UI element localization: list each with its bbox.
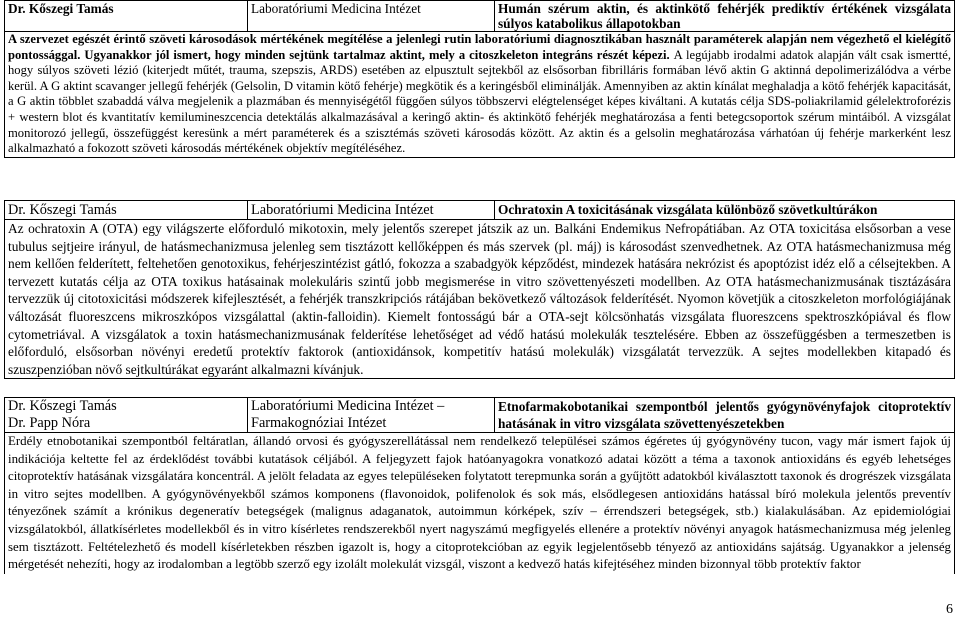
author-names [5,398,248,433]
abstract-text [4,32,955,158]
institute-name: Laboratóriumi Medicina Intézet – [251,398,445,414]
entry-header [4,200,955,220]
entry-title: Humán szérum aktin, és aktinkötő fehérjék prediktív értékének vizsgálata súlyos katabolikus állapotokban [495,1,955,32]
author-name-2: Dr. Papp Nóra [8,415,91,431]
author-name: Dr. Kőszegi Tamás [5,201,248,220]
abstract-rest-part: A legújabb irodalmi adatok alapján vált csak ismertté, hogy súlyos szöveti lézió (kiterjedt műtét, trauma, szepszis, ARDS) esetében az elpusztult sejtekből az elsősorban fibrilláris formában lévő aktin G aktinná depolimerizálódva a vérbe kerül. A G aktint scavanger jellegű fehérjék (Gelsolin, D vitamin kötő fehérje) megkötik és a keringésből eliminálják. Amennyiben az aktin kínálat meghaladja a kötő fehérjék kapacitását, a G aktin többlet szabaddá válva megjelenik a plazmában és mennyiségétől függően súlyos többszervi elégtelenséget képes kiváltani. A kutatás célja SDS-poliakrilamid gélelektroforézis + western blot és kvantitatív kemilumineszcencia detektálás alkalmazásával a keringő aktin- és aktinkötő fehérjék meghatározása a fenti betegcsoportok szérum mintáiból. A vizsgálat monitorozó jellegű, összefüggést keresünk a mért paraméterek és a szisztémás szöveti károsodás között. Az aktin és a gelsolin meghatározása várhatóan új fehérje markerként lesz alkalmazható a fokozott szöveti károsodás mértékének objektív megítéléséhez. [8,47,951,156]
abstract-bold-part: A szervezet egészét érintő szöveti károsodások mértékének megítélése a jelenlegi rutin laboratóriumi diagnosztikában használt paraméterek alapján nem végezhető el kielégítő pontossággal. Ugyanakkor jól ismert, hogy minden sejtünk tartalmaz aktint, mely a citoszkeleton integráns részét képezi. [8,32,951,62]
abstract-entry-2 [4,200,955,379]
institute-name: Laboratóriumi Medicina Intézet [248,201,495,220]
entry-header [4,397,955,433]
institute-name: Laboratóriumi Medicina Intézet [248,1,495,32]
abstract-text: Az ochratoxin A (OTA) egy világszerte előforduló mikotoxin, mely jelentős szerepet játszik az un. Balkáni Endemikus Nefropátiában. Az OTA toxicitása elsősorban a vese tubulus sejtjeire irányul, de hatásmechanizmusa jelenleg sem tisztázott kellőképpen és más szervek (pl. máj) is károsodást szenvedhetnek. Az OTA hatásmechanizmusa még nem kellően felderített, feltehetően genotoxikus, fehérjeszintézist gátló, fokozza a szabadgyök képződést, mindezek hatására nekrózist és apoptózist idéz elő a célsejtekben. A tervezett kutatás célja az OTA toxikus hatásainak molekuláris szintű jobb megismerése in vitro szövettenyészeti modellben. Az OTA hatásmechanizmusának tisztázására tervezzük új citotoxicitási módszerek kifejlesztését, a fehérjék transzkripciós rátájában bekövetkező változások felderítését. Nyomon követjük a citoszkeleton morfológiájának változását fluoreszcens mikroszkópos vizsgálattal (aktin-falloidin). Kiemelt fontosságú bár a OTA-sejt kölcsönhatás vizsgálata fluoreszcens spektroszkópiával és flow cytometriával. A vizsgálatok a toxin hatásmechanizmusának felderítése lehetőséget ad védő hatású molekulák tesztelésére. Ebben az összefüggésben a termeszetben is előforduló, elsősorban növényi eredetű protektív faktorok (antioxidánsok, kompetitív hatású molekulák) vizsgálatát tervezzük. A sejtes modellekben kitapadó és szuszpenzióban növő sejtkultúrákat egyaránt alkalmazni kívánjuk. [4,220,955,379]
abstract-entry-1 [4,0,955,158]
abstract-text: Erdély etnobotanikai szempontból feltáratlan, állandó orvosi és gyógyszerellátással nem rendelkező települései számos égéretes új gyógynövény tucon, vagy már ismert fajok új indikációja keltette fel az érdeklődést további kutatások céljából. A feljegyzett fajok hatóanyagokra vonatkozó adatai között a téma a taxonok antioxidáns és egyéb lehetséges citoprotektív hatásának vizsgálatára koncentrál. A jelölt feladata az egyes településeken folytatott terepmunka során a gyűjtött adatokból kiválasztott taxonok és drogrészek vizsgálata in vitro sejtes modellben. A gyógynövényekből számos komponens (flavonoidok, polifenolok és sok más, elsődlegesen antioxidáns hatással bíró molekula jelentős preventív tényezőnek számít a krónikus degeneratív betegségek (malignus adaganatok, autoimmun kórképek, szív – érrendszeri betegségek, stb.) kialakulásában. Az epidemiológiai vizsgálatokból, állatkísérletes modellekből és in vitro kísérletes rendszerekből nyert nagyszámú megfigyelés ellenére a protektív növényi anyagok hatásmechanizmusa még jelenleg sem tisztázott. Feltételezhető és modell kísérletekben részben igazolt is, hogy a citoprotekcióban az egyik legjelentősebb tényező az antioxidáns sajátság. Ugyanakkor a jelenség mérgetését nehezíti, hogy az irodalomban a legtöbb szerző egy izolált molekulát vizsgál, viszont a kedvező hatás kifejtéséhez minden bizonnyal több protektív faktor [4,433,955,574]
entry-title: Ochratoxin A toxicitásának vizsgálata különböző szövetkultúrákon [495,201,955,220]
author-name: Dr. Kőszegi Tamás [8,398,117,414]
institute-name-2: Farmakognóziai Intézet [251,415,387,431]
entry-header [4,0,955,32]
page-number: 6 [946,602,953,617]
author-name: Dr. Kőszegi Tamás [5,1,248,32]
institute-names [248,398,495,433]
abstract-entry-3 [4,397,955,574]
entry-title: Etnofarmakobotanikai szempontból jelentős gyógynövényfajok citoprotektív hatásának in vitro vizsgálata szövettenyészetekben [495,398,955,433]
